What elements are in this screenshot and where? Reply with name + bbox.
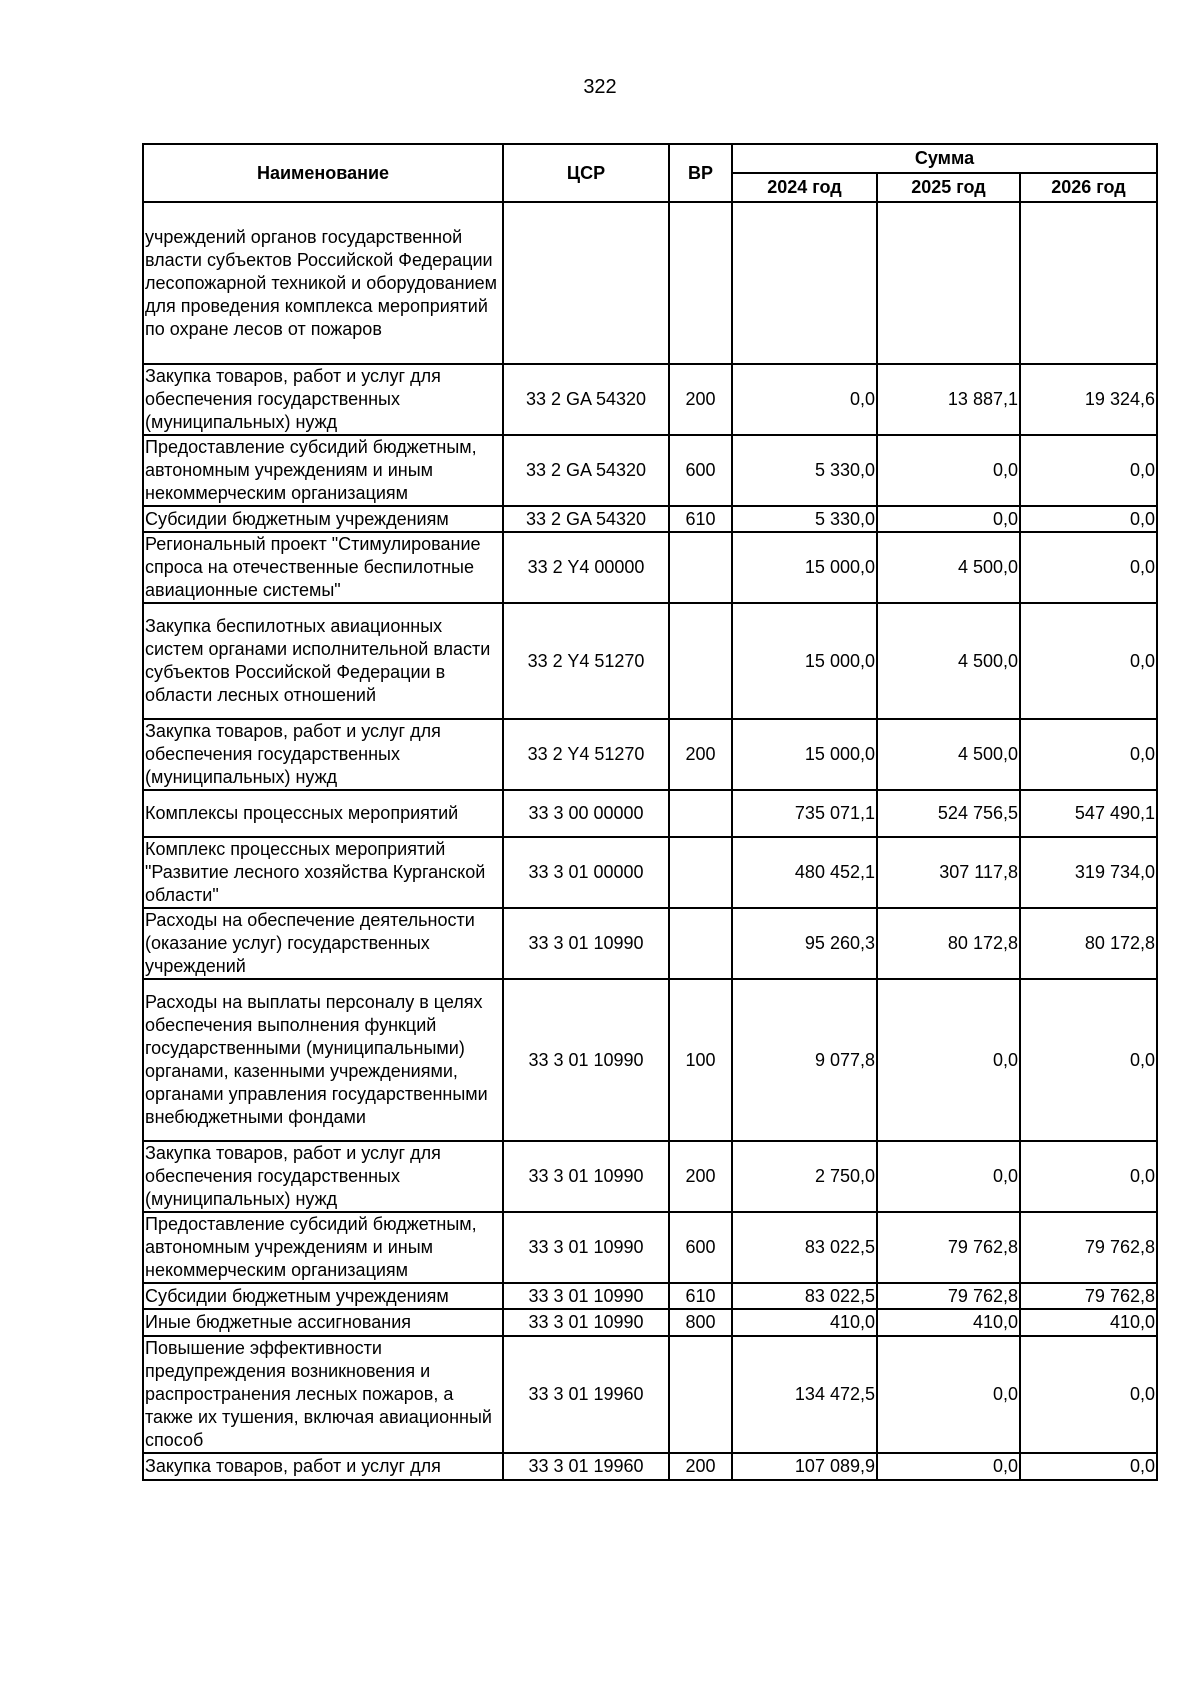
cell-2026: 79 762,8: [1020, 1283, 1157, 1309]
cell-csr: 33 2 GA 54320: [503, 506, 669, 532]
cell-2024: 15 000,0: [732, 719, 877, 790]
table-row: [143, 979, 1157, 1141]
table-row: [143, 837, 1157, 908]
cell-2026: 0,0: [1020, 506, 1157, 532]
cell-vr: 200: [669, 719, 732, 790]
cell-2024: 95 260,3: [732, 908, 877, 979]
header-year-2024: 2024 год: [732, 173, 877, 202]
cell-vr: 600: [669, 435, 732, 506]
table-row: [143, 1453, 1157, 1480]
cell-2025: 0,0: [877, 506, 1020, 532]
cell-2024: 107 089,9: [732, 1453, 877, 1480]
cell-2026: 0,0: [1020, 979, 1157, 1141]
cell-csr: 33 3 01 19960: [503, 1336, 669, 1453]
cell-2024: 5 330,0: [732, 435, 877, 506]
table-body: [143, 202, 1157, 1480]
cell-vr: 200: [669, 1453, 732, 1480]
cell-vr: 610: [669, 506, 732, 532]
cell-name: Закупка товаров, работ и услуг для обеспечения государственных (муниципальных) нужд: [143, 719, 503, 790]
cell-name: учреждений органов государственной власти субъектов Российской Федерации лесопожарной техникой и оборудованием для проведения комплекса мероприятий по охране лесов от пожаров: [143, 202, 503, 364]
cell-vr: [669, 603, 732, 719]
cell-2025: 4 500,0: [877, 719, 1020, 790]
cell-vr: [669, 1336, 732, 1453]
cell-2026: 0,0: [1020, 719, 1157, 790]
table-row: [143, 603, 1157, 719]
header-name: Наименование: [143, 144, 503, 202]
table-row: [143, 719, 1157, 790]
page-number: 322: [583, 76, 617, 98]
cell-2026: 0,0: [1020, 1141, 1157, 1212]
cell-2026: 19 324,6: [1020, 364, 1157, 435]
cell-vr: 200: [669, 364, 732, 435]
table-row: [143, 790, 1157, 837]
table-row: [143, 1141, 1157, 1212]
cell-csr: 33 3 01 10990: [503, 1309, 669, 1336]
table-row: [143, 1309, 1157, 1336]
cell-name: Закупка товаров, работ и услуг для обеспечения государственных (муниципальных) нужд: [143, 1141, 503, 1212]
cell-vr: [669, 532, 732, 603]
cell-csr: 33 2 Y4 51270: [503, 603, 669, 719]
cell-2024: 83 022,5: [732, 1212, 877, 1283]
table-row: [143, 1336, 1157, 1453]
cell-name: Предоставление субсидий бюджетным, автономным учреждениям и иным некоммерческим организациям: [143, 1212, 503, 1283]
cell-vr: 600: [669, 1212, 732, 1283]
cell-csr: 33 3 00 00000: [503, 790, 669, 837]
cell-csr: 33 2 GA 54320: [503, 435, 669, 506]
cell-csr: 33 3 01 10990: [503, 1141, 669, 1212]
header-csr: ЦСР: [503, 144, 669, 202]
cell-name: Закупка беспилотных авиационных систем органами исполнительной власти субъектов Российской Федерации в области лесных отношений: [143, 603, 503, 719]
budget-table: [142, 143, 1158, 1481]
cell-csr: 33 3 01 10990: [503, 908, 669, 979]
cell-2025: 410,0: [877, 1309, 1020, 1336]
cell-2025: 307 117,8: [877, 837, 1020, 908]
cell-vr: 800: [669, 1309, 732, 1336]
cell-csr: 33 2 GA 54320: [503, 364, 669, 435]
cell-2024: 2 750,0: [732, 1141, 877, 1212]
cell-name: Комплексы процессных мероприятий: [143, 790, 503, 837]
cell-csr: 33 3 01 10990: [503, 979, 669, 1141]
cell-name: Повышение эффективности предупреждения возникновения и распространения лесных пожаров, а также их тушения, включая авиационный способ: [143, 1336, 503, 1453]
cell-2026: [1020, 202, 1157, 364]
cell-csr: 33 3 01 00000: [503, 837, 669, 908]
cell-vr: [669, 908, 732, 979]
table-row: [143, 364, 1157, 435]
cell-csr: 33 2 Y4 51270: [503, 719, 669, 790]
cell-2025: 0,0: [877, 1453, 1020, 1480]
cell-name: Региональный проект "Стимулирование спроса на отечественные беспилотные авиационные системы": [143, 532, 503, 603]
cell-2025: 4 500,0: [877, 603, 1020, 719]
cell-2024: 410,0: [732, 1309, 877, 1336]
cell-name: Комплекс процессных мероприятий "Развитие лесного хозяйства Курганской области": [143, 837, 503, 908]
cell-2024: 0,0: [732, 364, 877, 435]
cell-name: Субсидии бюджетным учреждениям: [143, 1283, 503, 1309]
cell-2026: 0,0: [1020, 532, 1157, 603]
cell-2025: 4 500,0: [877, 532, 1020, 603]
cell-csr: 33 3 01 10990: [503, 1212, 669, 1283]
cell-2026: 80 172,8: [1020, 908, 1157, 979]
cell-2025: 80 172,8: [877, 908, 1020, 979]
cell-2024: 15 000,0: [732, 603, 877, 719]
cell-vr: 200: [669, 1141, 732, 1212]
cell-2024: 15 000,0: [732, 532, 877, 603]
cell-vr: 100: [669, 979, 732, 1141]
header-year-2025: 2025 год: [877, 173, 1020, 202]
cell-csr: 33 3 01 19960: [503, 1453, 669, 1480]
table-row: [143, 1283, 1157, 1309]
cell-name: Иные бюджетные ассигнования: [143, 1309, 503, 1336]
cell-vr: [669, 837, 732, 908]
table-row: [143, 1212, 1157, 1283]
table-row: [143, 532, 1157, 603]
cell-2025: 0,0: [877, 435, 1020, 506]
cell-2025: 0,0: [877, 1141, 1020, 1212]
cell-name: Субсидии бюджетным учреждениям: [143, 506, 503, 532]
cell-2025: 79 762,8: [877, 1212, 1020, 1283]
cell-2024: 735 071,1: [732, 790, 877, 837]
cell-2026: 0,0: [1020, 1453, 1157, 1480]
cell-name: Предоставление субсидий бюджетным, автономным учреждениям и иным некоммерческим организациям: [143, 435, 503, 506]
cell-vr: [669, 790, 732, 837]
cell-2024: 134 472,5: [732, 1336, 877, 1453]
cell-csr: [503, 202, 669, 364]
cell-2026: 0,0: [1020, 435, 1157, 506]
table-row: [143, 506, 1157, 532]
cell-name: Закупка товаров, работ и услуг для: [143, 1453, 503, 1480]
cell-vr: [669, 202, 732, 364]
header-sum: Сумма: [732, 144, 1157, 173]
cell-2025: 79 762,8: [877, 1283, 1020, 1309]
cell-2026: 79 762,8: [1020, 1212, 1157, 1283]
table-row: [143, 202, 1157, 364]
cell-2026: 0,0: [1020, 603, 1157, 719]
cell-name: Закупка товаров, работ и услуг для обеспечения государственных (муниципальных) нужд: [143, 364, 503, 435]
cell-2024: 9 077,8: [732, 979, 877, 1141]
cell-2026: 547 490,1: [1020, 790, 1157, 837]
cell-2024: 83 022,5: [732, 1283, 877, 1309]
cell-csr: 33 3 01 10990: [503, 1283, 669, 1309]
cell-2026: 319 734,0: [1020, 837, 1157, 908]
cell-2024: 5 330,0: [732, 506, 877, 532]
cell-vr: 610: [669, 1283, 732, 1309]
header-year-2026: 2026 год: [1020, 173, 1157, 202]
table-header: [143, 144, 1157, 202]
table-row: [143, 908, 1157, 979]
header-vr: ВР: [669, 144, 732, 202]
cell-csr: 33 2 Y4 00000: [503, 532, 669, 603]
cell-2025: 0,0: [877, 979, 1020, 1141]
cell-2025: [877, 202, 1020, 364]
cell-2024: 480 452,1: [732, 837, 877, 908]
cell-name: Расходы на выплаты персоналу в целях обеспечения выполнения функций государственными (муниципальными) органами, казенными учреждениями, органами управления государственными внебюджетными фондами: [143, 979, 503, 1141]
cell-2025: 524 756,5: [877, 790, 1020, 837]
table-row: [143, 435, 1157, 506]
cell-2025: 13 887,1: [877, 364, 1020, 435]
cell-2024: [732, 202, 877, 364]
cell-2025: 0,0: [877, 1336, 1020, 1453]
cell-2026: 410,0: [1020, 1309, 1157, 1336]
cell-2026: 0,0: [1020, 1336, 1157, 1453]
cell-name: Расходы на обеспечение деятельности (оказание услуг) государственных учреждений: [143, 908, 503, 979]
